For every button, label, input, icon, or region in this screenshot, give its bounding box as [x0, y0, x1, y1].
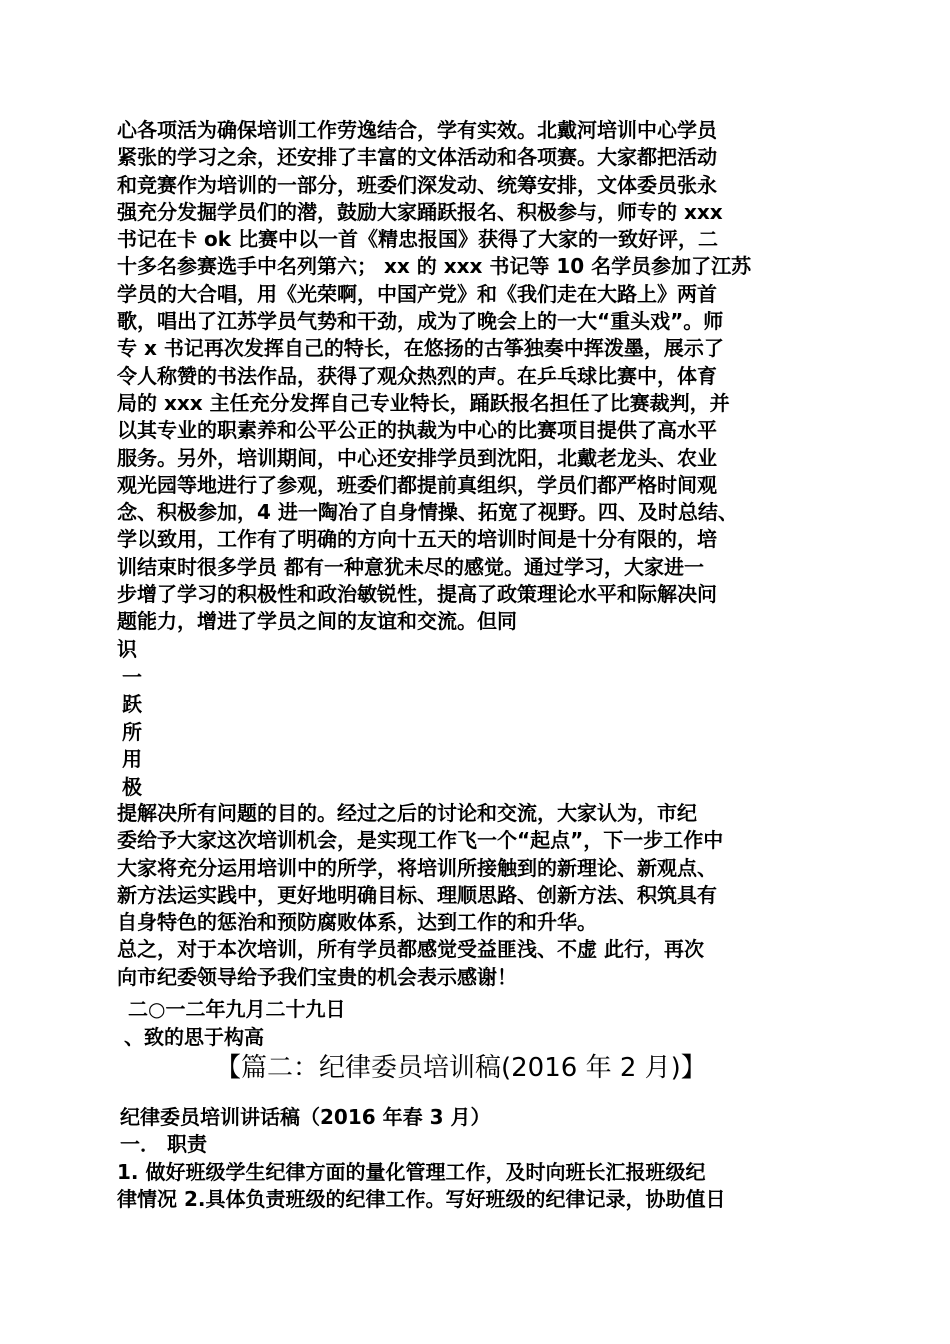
- text-line: 紧张的学习之余，还安排了丰富的文体活动和各项赛。大家都把活动: [117, 145, 717, 170]
- text-line: 1. 做好班级学生纪律方面的量化管理工作，及时向班长汇报班级纪: [117, 1160, 706, 1184]
- text-line: 心各项活为确保培训工作劳逸结合，学有实效。北戴河培训中心学员: [117, 118, 717, 142]
- section-one-heading: 一． 职责: [120, 1132, 207, 1156]
- vertical-char: 识: [117, 637, 137, 661]
- text-line: 观光园等地进行了参观，班委们都提前真组织，学员们都严格时间观: [117, 472, 717, 497]
- text-line: 书记在卡 ok 比赛中以一首《精忠报国》获得了大家的一致好评，二: [117, 227, 718, 252]
- text-line: 总之，对于本次培训，所有学员都感觉受益匪浅、不虚 此行，再次: [117, 937, 704, 962]
- text-line: 训结束时很多学员 都有一种意犹未尽的感觉。通过学习，大家进一: [117, 554, 704, 579]
- text-line: 委给予大家这次培训机会，是实现工作飞一个“起点”，下一步工作中: [117, 828, 724, 853]
- vertical-char: 极: [122, 775, 142, 799]
- paragraph-training-conclusion: [117, 800, 847, 991]
- text-line: 新方法运实践中，更好地明确目标、理顺思路、创新方法、积筑具有: [117, 882, 717, 907]
- speech-title: 纪律委员培训讲话稿（2016 年春 3 月）: [120, 1105, 491, 1129]
- extra-line: 、致的思于构高: [124, 1025, 264, 1049]
- text-line: 令人称赞的书法作品，获得了观众热烈的声。在乒乓球比赛中，体育: [117, 363, 717, 388]
- text-line: 服务。另外，培训期间，中心还安排学员到沈阳，北戴老龙头、农业: [117, 445, 717, 470]
- text-line: 十多名参赛选手中名列第六； xx 的 xxx 书记等 10 名学员参加了江苏: [117, 254, 752, 279]
- text-line: 和竞赛作为培训的一部分，班委们深发动、统筹安排，文体委员张永: [117, 172, 717, 197]
- text-line: 提解决所有问题的目的。经过之后的讨论和交流，大家认为，市纪: [117, 801, 697, 825]
- text-line: 念、积极参加，4 进一陶冶了自身情操、拓宽了视野。四、及时总结、: [117, 500, 738, 525]
- paragraph-training-activities: [117, 117, 847, 636]
- date-line: 二○一二年九月二十九日: [128, 997, 346, 1021]
- vertical-char: 一: [122, 665, 142, 689]
- text-line: 题能力，增进了学员之间的友谊和交流。但同: [117, 609, 517, 634]
- text-line: 学员的大合唱，用《光荣啊，中国产党》和《我们走在大路上》两首: [117, 281, 717, 306]
- paragraph-duties: [117, 1159, 847, 1214]
- text-line: 步增了学习的积极性和政治敏锐性，提高了政策理论水平和际解决问: [117, 582, 717, 607]
- text-line: 大家将充分运用培训中的所学，将培训所接触到的新理论、新观点、: [117, 855, 717, 880]
- text-line: 歌，唱出了江苏学员气势和干劲，成为了晚会上的一大“重头戏”。师: [117, 309, 724, 334]
- text-line: 以其专业的职素养和公平公正的执裁为中心的比赛项目提供了高水平: [117, 418, 717, 443]
- vertical-char: 所: [122, 720, 142, 744]
- text-line: 律情况 2.具体负责班级的纪律工作。写好班级的纪律记录，协助值日: [117, 1187, 726, 1212]
- text-line: 强充分发掘学员们的潜，鼓励大家踊跃报名、积极参与，师专的 xxx: [117, 199, 723, 224]
- text-line: 向市纪委领导给予我们宝贵的机会表示感谢！: [117, 964, 517, 989]
- vertical-char: 跃: [122, 692, 142, 716]
- text-line: 局的 xxx 主任充分发挥自己专业特长，踊跃报名担任了比赛裁判，并: [117, 390, 730, 415]
- vertical-char: 用: [122, 747, 142, 771]
- text-line: 自身特色的惩治和预防腐败体系，达到工作的和升华。: [117, 910, 597, 935]
- text-line: 专 x 书记再次发挥自己的特长，在悠扬的古筝独奏中挥泼墨，展示了: [117, 336, 724, 361]
- section-heading: 【篇二：纪律委员培训稿(2016 年 2 月)】: [215, 1053, 707, 1083]
- text-line: 学以致用，工作有了明确的方向十五天的培训时间是十分有限的，培: [117, 527, 717, 552]
